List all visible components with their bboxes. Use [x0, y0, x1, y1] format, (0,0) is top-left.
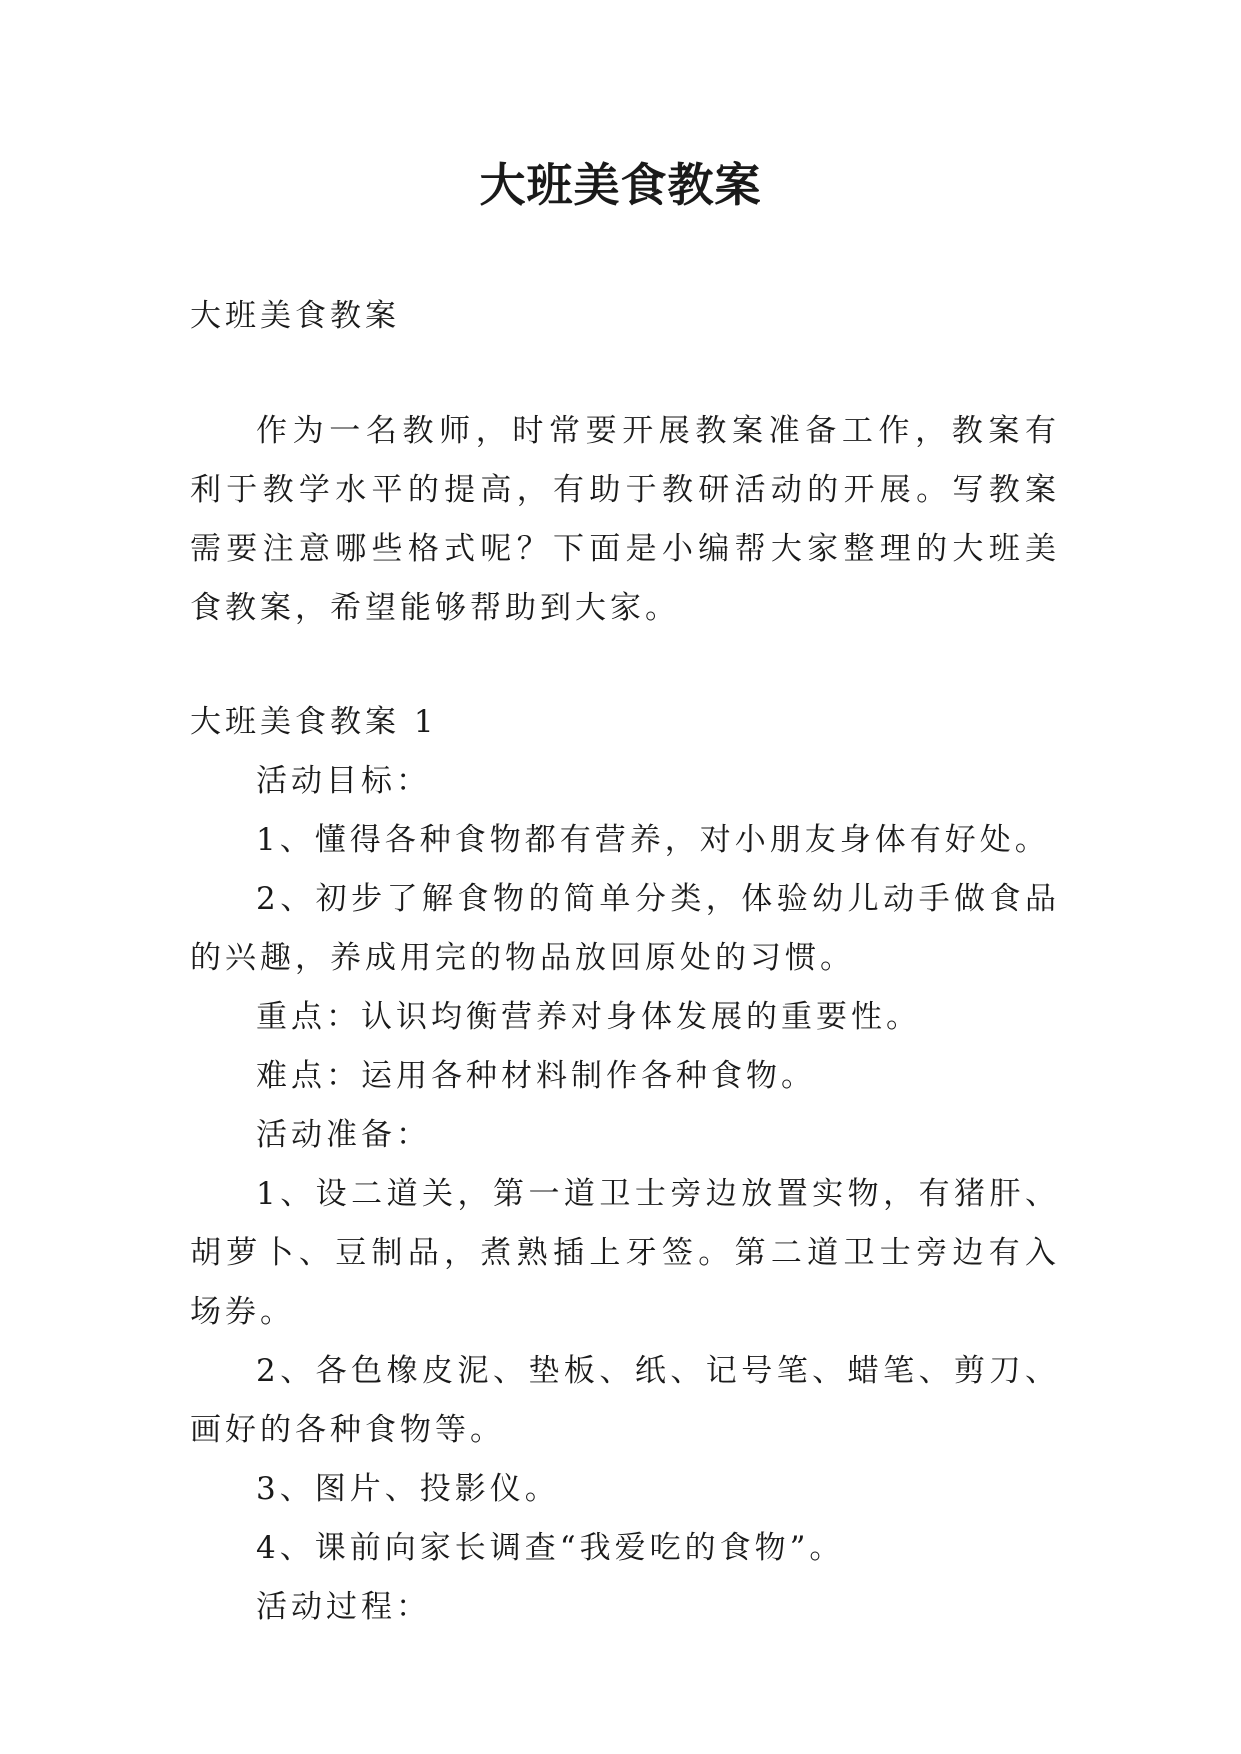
document-title: 大班美食教案 [479, 158, 762, 212]
section-heading: 大班美食教案 1 [190, 704, 438, 740]
difficult-point: 难点：运用各种材料制作各种食物。 [256, 1058, 816, 1094]
activity-preparation-label: 活动准备： [256, 1117, 431, 1153]
lesson-plan-section-1 [190, 693, 1060, 1637]
activity-process-label: 活动过程： [256, 1589, 431, 1625]
preparation-item-4: 4、课前向家长调查“我爱吃的食物”。 [256, 1530, 845, 1566]
goal-item-2: 2、初步了解食物的简单分类，体验幼儿动手做食品的兴趣，养成用完的物品放回原处的习惯。 [190, 881, 1060, 976]
preparation-item-2: 2、各色橡皮泥、垫板、纸、记号笔、蜡笔、剪刀、画好的各种食物等。 [190, 1353, 1060, 1448]
intro-paragraph: 作为一名教师，时常要开展教案准备工作，教案有利于教学水平的提高，有助于教研活动的开展。写教案需要注意哪些格式呢？下面是小编帮大家整理的大班美食教案，希望能够帮助到大家。 [190, 413, 1060, 626]
activity-goals-label: 活动目标： [256, 763, 431, 799]
preparation-item-1: 1、设二道关，第一道卫士旁边放置实物，有猪肝、胡萝卜、豆制品，煮熟插上牙签。第二道卫士旁边有入场券。 [190, 1176, 1060, 1330]
preparation-item-3: 3、图片、投影仪。 [256, 1471, 560, 1507]
goal-item-1: 1、懂得各种食物都有营养，对小朋友身体有好处。 [256, 822, 1050, 858]
key-point: 重点：认识均衡营养对身体发展的重要性。 [256, 999, 921, 1035]
document-subtitle: 大班美食教案 [190, 298, 400, 334]
